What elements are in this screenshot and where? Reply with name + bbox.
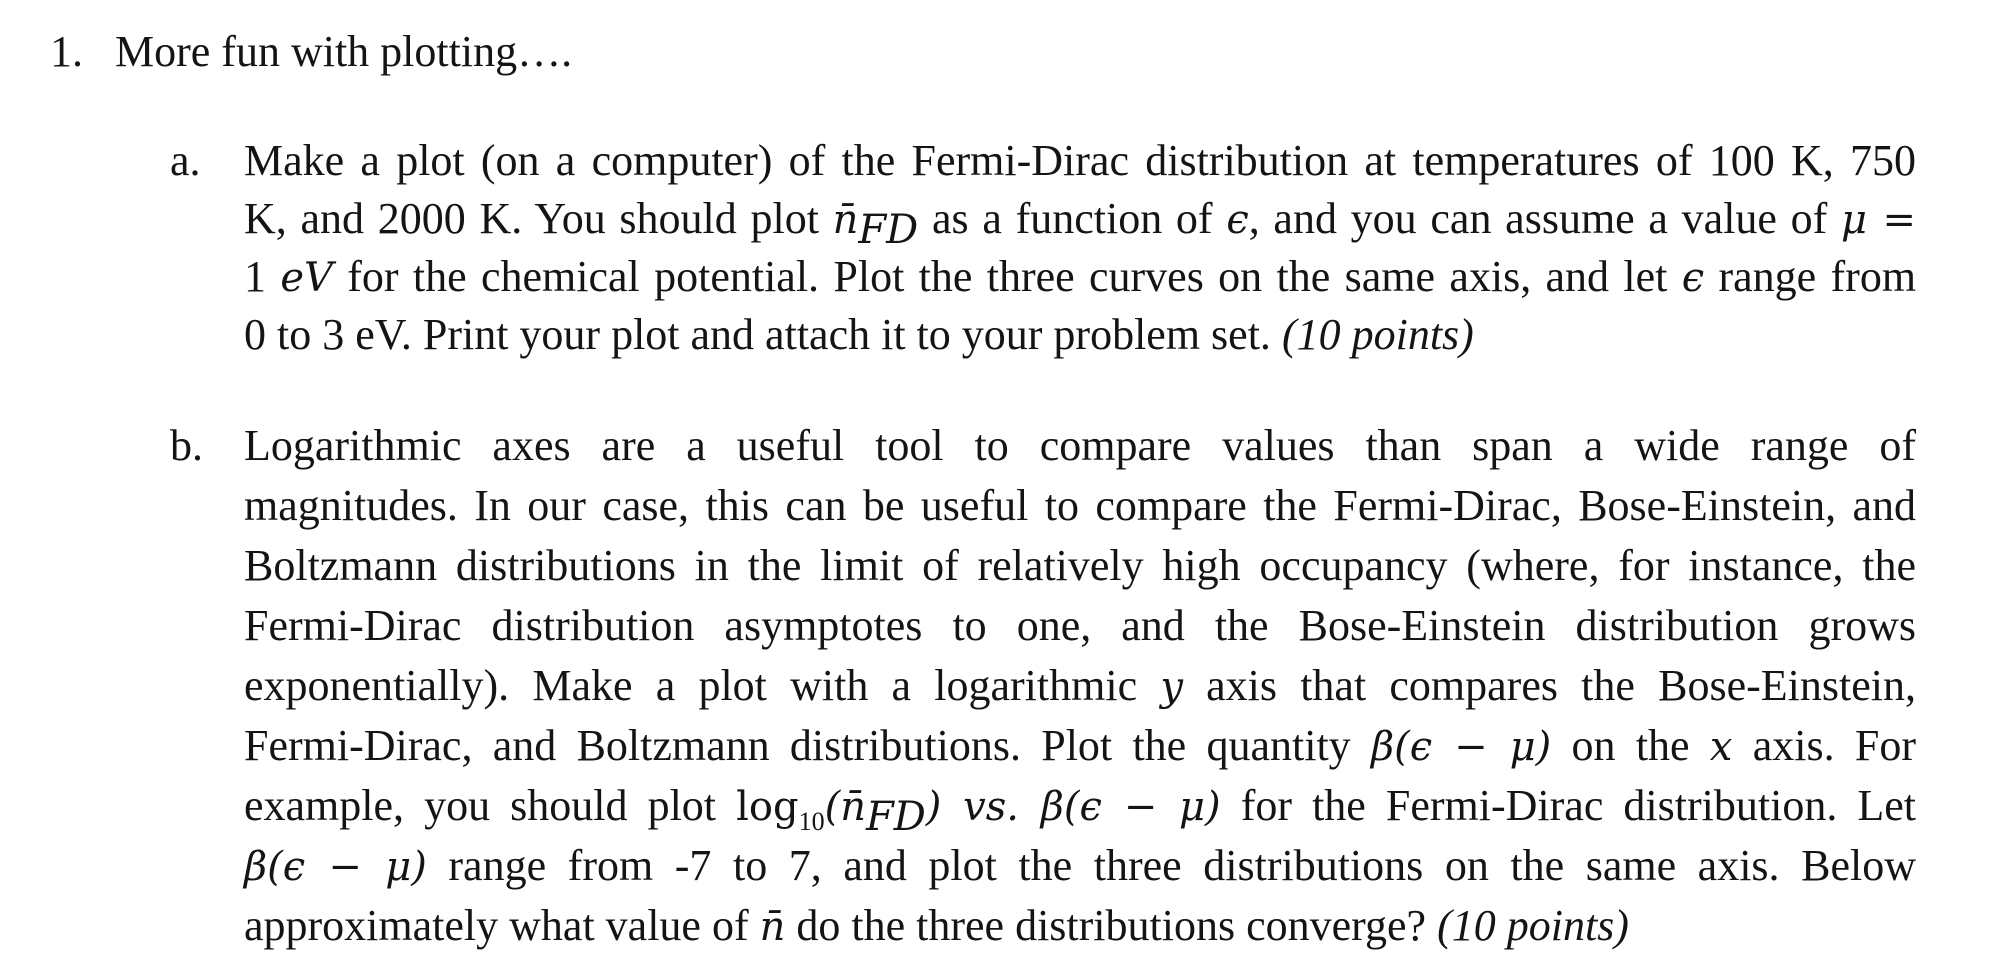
question-header xyxy=(50,22,572,82)
part-b-line-6: Fermi-Dirac, and Boltzmann distributions. Plot the quantity β(ϵ − μ) on the x axis. For xyxy=(244,721,1917,770)
part-b-line-9: approximately what value of n̄ do the three distributions converge? (10 points) xyxy=(244,901,1629,950)
part-b-line-7: example, you should plot $\log_{10}(n̄_{FD})$ vs. β(ϵ − μ) for the Fermi-Dirac distribution. Let xyxy=(244,781,1917,840)
part-a-line-3: 1 eV for the chemical potential. Plot the three curves on the same axis, and let ϵ range from xyxy=(244,252,1917,301)
part-a-line-4: 0 to 3 eV. Print your plot and attach it to your problem set. (10 points) xyxy=(244,310,1474,359)
part-b-line-3: Boltzmann distributions in the limit of relatively high occupancy (where, for instance, the xyxy=(244,541,1916,590)
part-a-points: (10 points) xyxy=(1281,310,1474,359)
question-title: More fun with plotting…. xyxy=(115,27,573,76)
part-b-body xyxy=(244,416,1916,956)
part-a-body xyxy=(244,132,1916,364)
question-number: 1. xyxy=(50,27,83,76)
part-a-line-2: K, and 2000 K. You should plot $n̄_{FD}$ as a function of ϵ, and you can assume a value of μ = xyxy=(244,194,1916,253)
part-b-line-4: Fermi-Dirac distribution asymptotes to one, and the Bose-Einstein distribution grows xyxy=(244,601,1916,650)
part-b-line-8: β(ϵ − μ) range from -7 to 7, and plot the three distributions on the same axis. Below xyxy=(244,841,1916,890)
part-b xyxy=(170,416,1917,950)
part-a xyxy=(170,132,1915,372)
part-b-points: (10 points) xyxy=(1437,901,1629,950)
part-b-label: b. xyxy=(170,421,203,470)
part-b-line-2: magnitudes. In our case, this can be useful to compare the Fermi-Dirac, Bose-Einstein, and xyxy=(244,481,1916,530)
part-a-label: a. xyxy=(170,136,201,185)
part-a-line-1: Make a plot (on a computer) of the Fermi-Dirac distribution at temperatures of 100 K, 750 xyxy=(244,136,1916,185)
part-b-line-5: exponentially). Make a plot with a logarithmic y axis that compares the Bose-Einstein, xyxy=(244,661,1916,710)
part-b-line-1: Logarithmic axes are a useful tool to compare values than span a wide range of xyxy=(244,421,1916,470)
